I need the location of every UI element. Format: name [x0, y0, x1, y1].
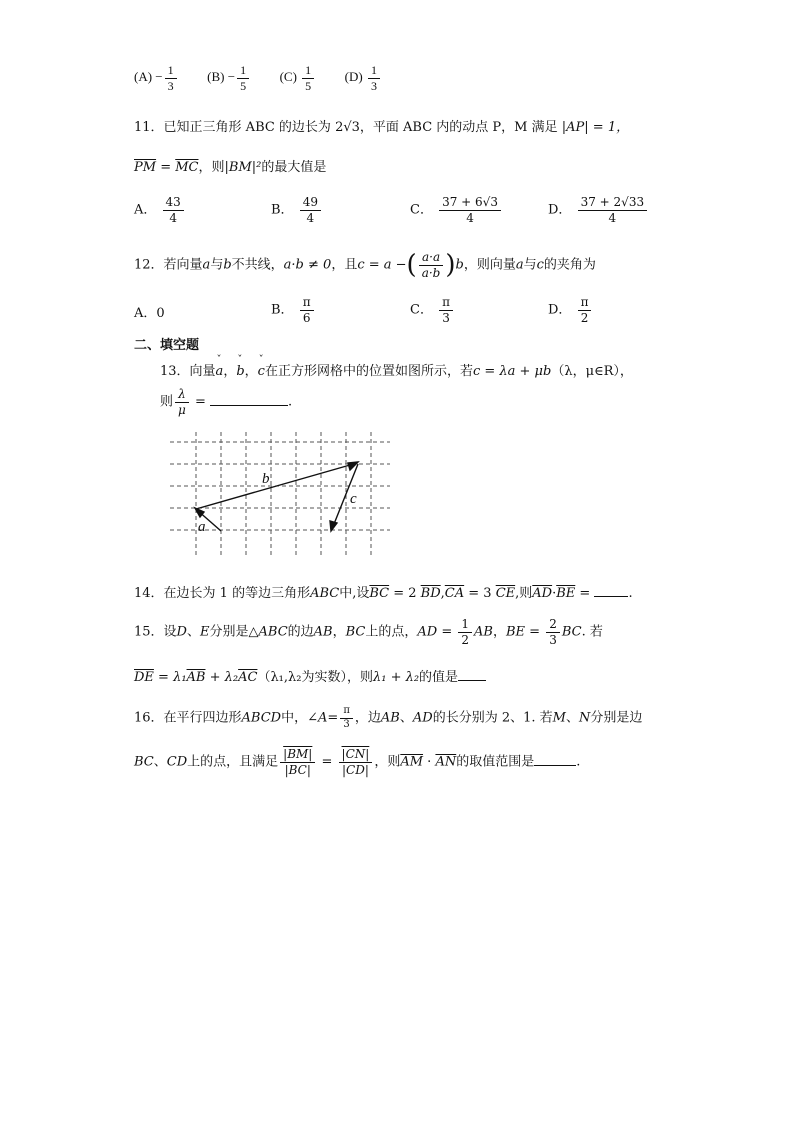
vector: $\overline{BC}$ [369, 586, 390, 601]
question-text: 11．已知正三角形 ABC 的边长为 [134, 120, 331, 135]
separator: ， [244, 364, 258, 379]
q11-option-d [548, 196, 649, 224]
denominator: 6 [302, 310, 311, 325]
vector: ˇ a [216, 364, 224, 379]
question-text: ，则 [374, 754, 401, 770]
q12-option-d [548, 296, 593, 324]
grid-lines [170, 432, 390, 556]
question-text: 上的点，且满足 [187, 754, 279, 770]
question-text: 14．在边长为 1 的等边三角形 [134, 586, 311, 601]
denominator: a·b [421, 265, 441, 280]
q11-option-b [271, 196, 323, 224]
question-text: 分别是 [209, 624, 249, 640]
fraction [300, 196, 321, 224]
numerator: π [340, 706, 353, 719]
question-text: ，平面 ABC 内的动点 P，M 满足 [359, 120, 558, 135]
option-label: (A) [134, 69, 153, 85]
numerator: 37 + 6√3 [439, 196, 501, 211]
math-expr: N [578, 710, 591, 726]
numerator: 1 [368, 64, 380, 79]
q13-line2 [160, 388, 292, 416]
math-expr: ABC [310, 586, 340, 601]
q13-line1 [160, 360, 633, 379]
option-label: B． [271, 302, 294, 318]
denominator: 5 [240, 78, 247, 93]
math-expr: BC [345, 624, 366, 640]
vector: ˇ b [236, 364, 244, 379]
answer-blank[interactable] [534, 753, 576, 766]
math-expr: AD = [417, 624, 457, 640]
fraction [302, 64, 314, 92]
option-label: (B) [207, 69, 225, 85]
question-text: 分别是边 [590, 710, 643, 726]
q12-option-b [271, 296, 316, 324]
math-expr: 2√3 [335, 120, 360, 135]
math-expr: = 3 [464, 586, 496, 601]
question-text: ，则 [198, 160, 225, 175]
q14-line [134, 582, 633, 601]
vector: b [455, 257, 464, 273]
question-text: 上的点， [365, 624, 418, 640]
q10-option-d [344, 63, 382, 93]
question-text: 中， [281, 710, 308, 726]
vector-grid-figure [160, 430, 400, 562]
q10-option-c [279, 63, 320, 93]
option-label: D． [548, 202, 572, 218]
math-expr: D [176, 624, 187, 640]
math-expr: = [190, 394, 210, 410]
paren-open: ( [406, 250, 417, 280]
numerator: λ [175, 388, 189, 403]
fraction [339, 748, 373, 776]
denominator: 3 [549, 632, 557, 647]
question-text: 的夹角为 [543, 257, 596, 273]
option-label: C． [410, 302, 433, 318]
question-text: 与 [523, 257, 537, 273]
question-text: 中,设 [339, 586, 370, 601]
q10-option-a [134, 63, 182, 93]
q10-option-b [207, 63, 254, 93]
q15-line1 [134, 618, 603, 646]
numerator: 1 [165, 64, 177, 79]
vector: $\overline{BE}$ [556, 586, 576, 601]
math-expr: |AP| = 1， [561, 120, 630, 135]
q11-line1 [134, 116, 629, 135]
separator: 、 [186, 624, 200, 640]
math-expr: BC [561, 624, 582, 640]
option-label: A． [134, 306, 157, 321]
numerator: 37 + 2√33 [578, 196, 648, 211]
option-label: C． [410, 202, 433, 218]
question-text: ，则向量 [463, 257, 516, 273]
denominator: 4 [306, 210, 315, 225]
option-label: (D) [344, 69, 363, 85]
numerator: 1 [458, 618, 472, 633]
math-expr: AB [380, 710, 400, 726]
numerator: a·a [419, 251, 444, 266]
numerator: π [578, 296, 592, 311]
label-b: b [262, 471, 270, 487]
fraction [578, 196, 648, 224]
separator: ， [223, 364, 237, 379]
numerator: 1 [302, 64, 314, 79]
denominator: 4 [169, 210, 177, 225]
vector: $\overline{AM}$ [400, 754, 424, 770]
question-text: 13．向量 [160, 364, 216, 379]
math-expr: ABCD [241, 710, 282, 726]
punct: , [440, 586, 445, 601]
math-expr: ∠A= [307, 710, 339, 726]
denominator: 2 [461, 632, 470, 647]
math-expr: + λ₂ [205, 670, 239, 685]
math-expr: c = λa + μb [472, 364, 552, 379]
label-a: a [198, 519, 206, 535]
punct: . [576, 754, 581, 770]
q16-line1 [134, 706, 642, 730]
denominator: |BC| [284, 762, 311, 777]
option-label: B． [271, 202, 294, 218]
numerator: π [300, 296, 314, 311]
math-expr: = 2 [389, 586, 421, 601]
q11-line2 [134, 156, 326, 175]
fraction [300, 296, 314, 324]
math-expr: AB [313, 624, 333, 640]
q12-options [134, 296, 694, 332]
q11-option-a [134, 196, 186, 224]
separator: 、 [399, 710, 413, 726]
denominator: 3 [370, 78, 377, 93]
math-expr: · [552, 586, 557, 601]
math-expr: BE = [505, 624, 545, 640]
vector: b [223, 257, 232, 273]
question-text: 16．在平行四边形 [134, 710, 242, 726]
math-expr: AD [412, 710, 433, 726]
vector: $\overline{CA}$ [444, 586, 465, 601]
math-expr: λ₁ + λ₂ [372, 670, 420, 685]
vector: $\overline{AD}$ [532, 586, 553, 601]
math-expr: = λ₁ [153, 670, 187, 685]
vector: $\overline{AN}$ [435, 754, 457, 770]
math-expr: = [575, 586, 595, 601]
fraction [458, 618, 472, 646]
denominator: 4 [466, 210, 474, 225]
numerator: 1 [237, 64, 249, 79]
math-expr: |BM|² [224, 160, 262, 175]
vector: c [536, 257, 544, 273]
q12-option-c [410, 296, 455, 324]
numerator: |BM| [280, 748, 315, 763]
fraction [163, 196, 184, 224]
vector: $\overline{PM}$ [134, 160, 157, 175]
q16-line2 [134, 748, 580, 776]
fraction [578, 296, 592, 324]
paren-close: ) [445, 250, 456, 280]
question-text: 则 [160, 394, 174, 410]
denominator: 3 [442, 310, 450, 325]
fraction [368, 64, 380, 92]
q12-line [134, 250, 596, 280]
question-text: 的长分别为 2、1. 若 [432, 710, 553, 726]
vector: $\overline{BD}$ [420, 586, 441, 601]
label-c: c [350, 491, 357, 507]
denominator: |CD| [341, 762, 369, 777]
math-expr: = [317, 754, 337, 770]
question-text: ，边 [354, 710, 381, 726]
question-text: 在正方形网格中的位置如图所示，若 [264, 364, 473, 379]
denominator: 4 [608, 210, 617, 225]
option-value: 0 [156, 306, 165, 321]
punct: ， [332, 624, 346, 640]
math-expr: · [423, 754, 436, 770]
math-expr: E [200, 624, 210, 640]
fraction [280, 748, 315, 776]
math-expr: M [552, 710, 566, 726]
fraction [165, 64, 177, 92]
question-text: 的边 [287, 624, 314, 640]
q11-options [134, 196, 694, 236]
question-text: 与 [210, 257, 224, 273]
vector: $\overline{AB}$ [186, 670, 206, 685]
math-expr: AB [474, 624, 493, 640]
numerator: 43 [163, 196, 184, 211]
numerator: 2 [546, 618, 560, 633]
vector: $\overline{CE}$ [495, 586, 516, 601]
minus-sign: − [227, 69, 236, 85]
fraction [546, 618, 560, 646]
option-label: (C) [279, 69, 297, 85]
math-expr: a·b ≠ 0 [283, 257, 332, 273]
fraction [175, 388, 189, 416]
denominator: 2 [580, 310, 589, 325]
question-text: ，且 [331, 257, 358, 273]
separator: 、 [153, 754, 167, 770]
denominator: 5 [305, 78, 312, 93]
math-expr: c = a − [357, 257, 407, 273]
vector: ˇ c [258, 364, 265, 379]
punct: . [288, 394, 293, 410]
q15-line2 [134, 666, 486, 685]
question-text: （λ₁,λ₂为实数），则 [257, 670, 373, 685]
answer-blank[interactable] [210, 393, 288, 406]
denominator: 3 [343, 718, 350, 730]
question-text: 的值是 [419, 670, 459, 685]
vector: a [202, 257, 211, 273]
fraction [439, 296, 453, 324]
question-text: . 若 [581, 624, 603, 640]
math-expr: （λ，μ∈R）， [551, 364, 633, 379]
q11-option-c [410, 196, 503, 224]
denominator: 3 [167, 78, 174, 93]
vector: $\overline{AC}$ [238, 670, 258, 685]
separator: 、 [565, 710, 579, 726]
math-expr: CD [166, 754, 188, 770]
question-text: 15．设 [134, 624, 177, 640]
fraction [340, 706, 353, 730]
q10-options [134, 64, 382, 92]
q12-option-a [134, 302, 165, 321]
vector: $\overline{MC}$ [175, 160, 199, 175]
answer-blank[interactable] [594, 584, 628, 597]
math-expr: = [156, 160, 176, 175]
punct: . [628, 586, 633, 601]
question-text: 的取值范围是 [456, 754, 535, 770]
minus-sign: − [155, 69, 163, 85]
punct: ， [492, 624, 506, 640]
option-label: A． [134, 202, 157, 218]
math-expr: BC [134, 754, 154, 770]
question-text: 12．若向量 [134, 257, 203, 273]
math-expr: △ABC [248, 624, 288, 640]
question-text: 的最大值是 [261, 160, 327, 175]
fraction [419, 251, 444, 279]
question-text: 不共线， [231, 257, 284, 273]
question-text: ,则 [515, 586, 533, 601]
vector: $\overline{DE}$ [134, 670, 154, 685]
answer-blank[interactable] [458, 668, 486, 681]
numerator: π [439, 296, 453, 311]
numerator: |CN| [339, 748, 373, 763]
option-label: D． [548, 302, 572, 318]
fraction [237, 64, 249, 92]
section-heading: 二、填空题 [134, 338, 200, 353]
numerator: 49 [300, 196, 321, 211]
vector: a [515, 257, 524, 273]
fraction [439, 196, 501, 224]
denominator: μ [178, 402, 186, 417]
